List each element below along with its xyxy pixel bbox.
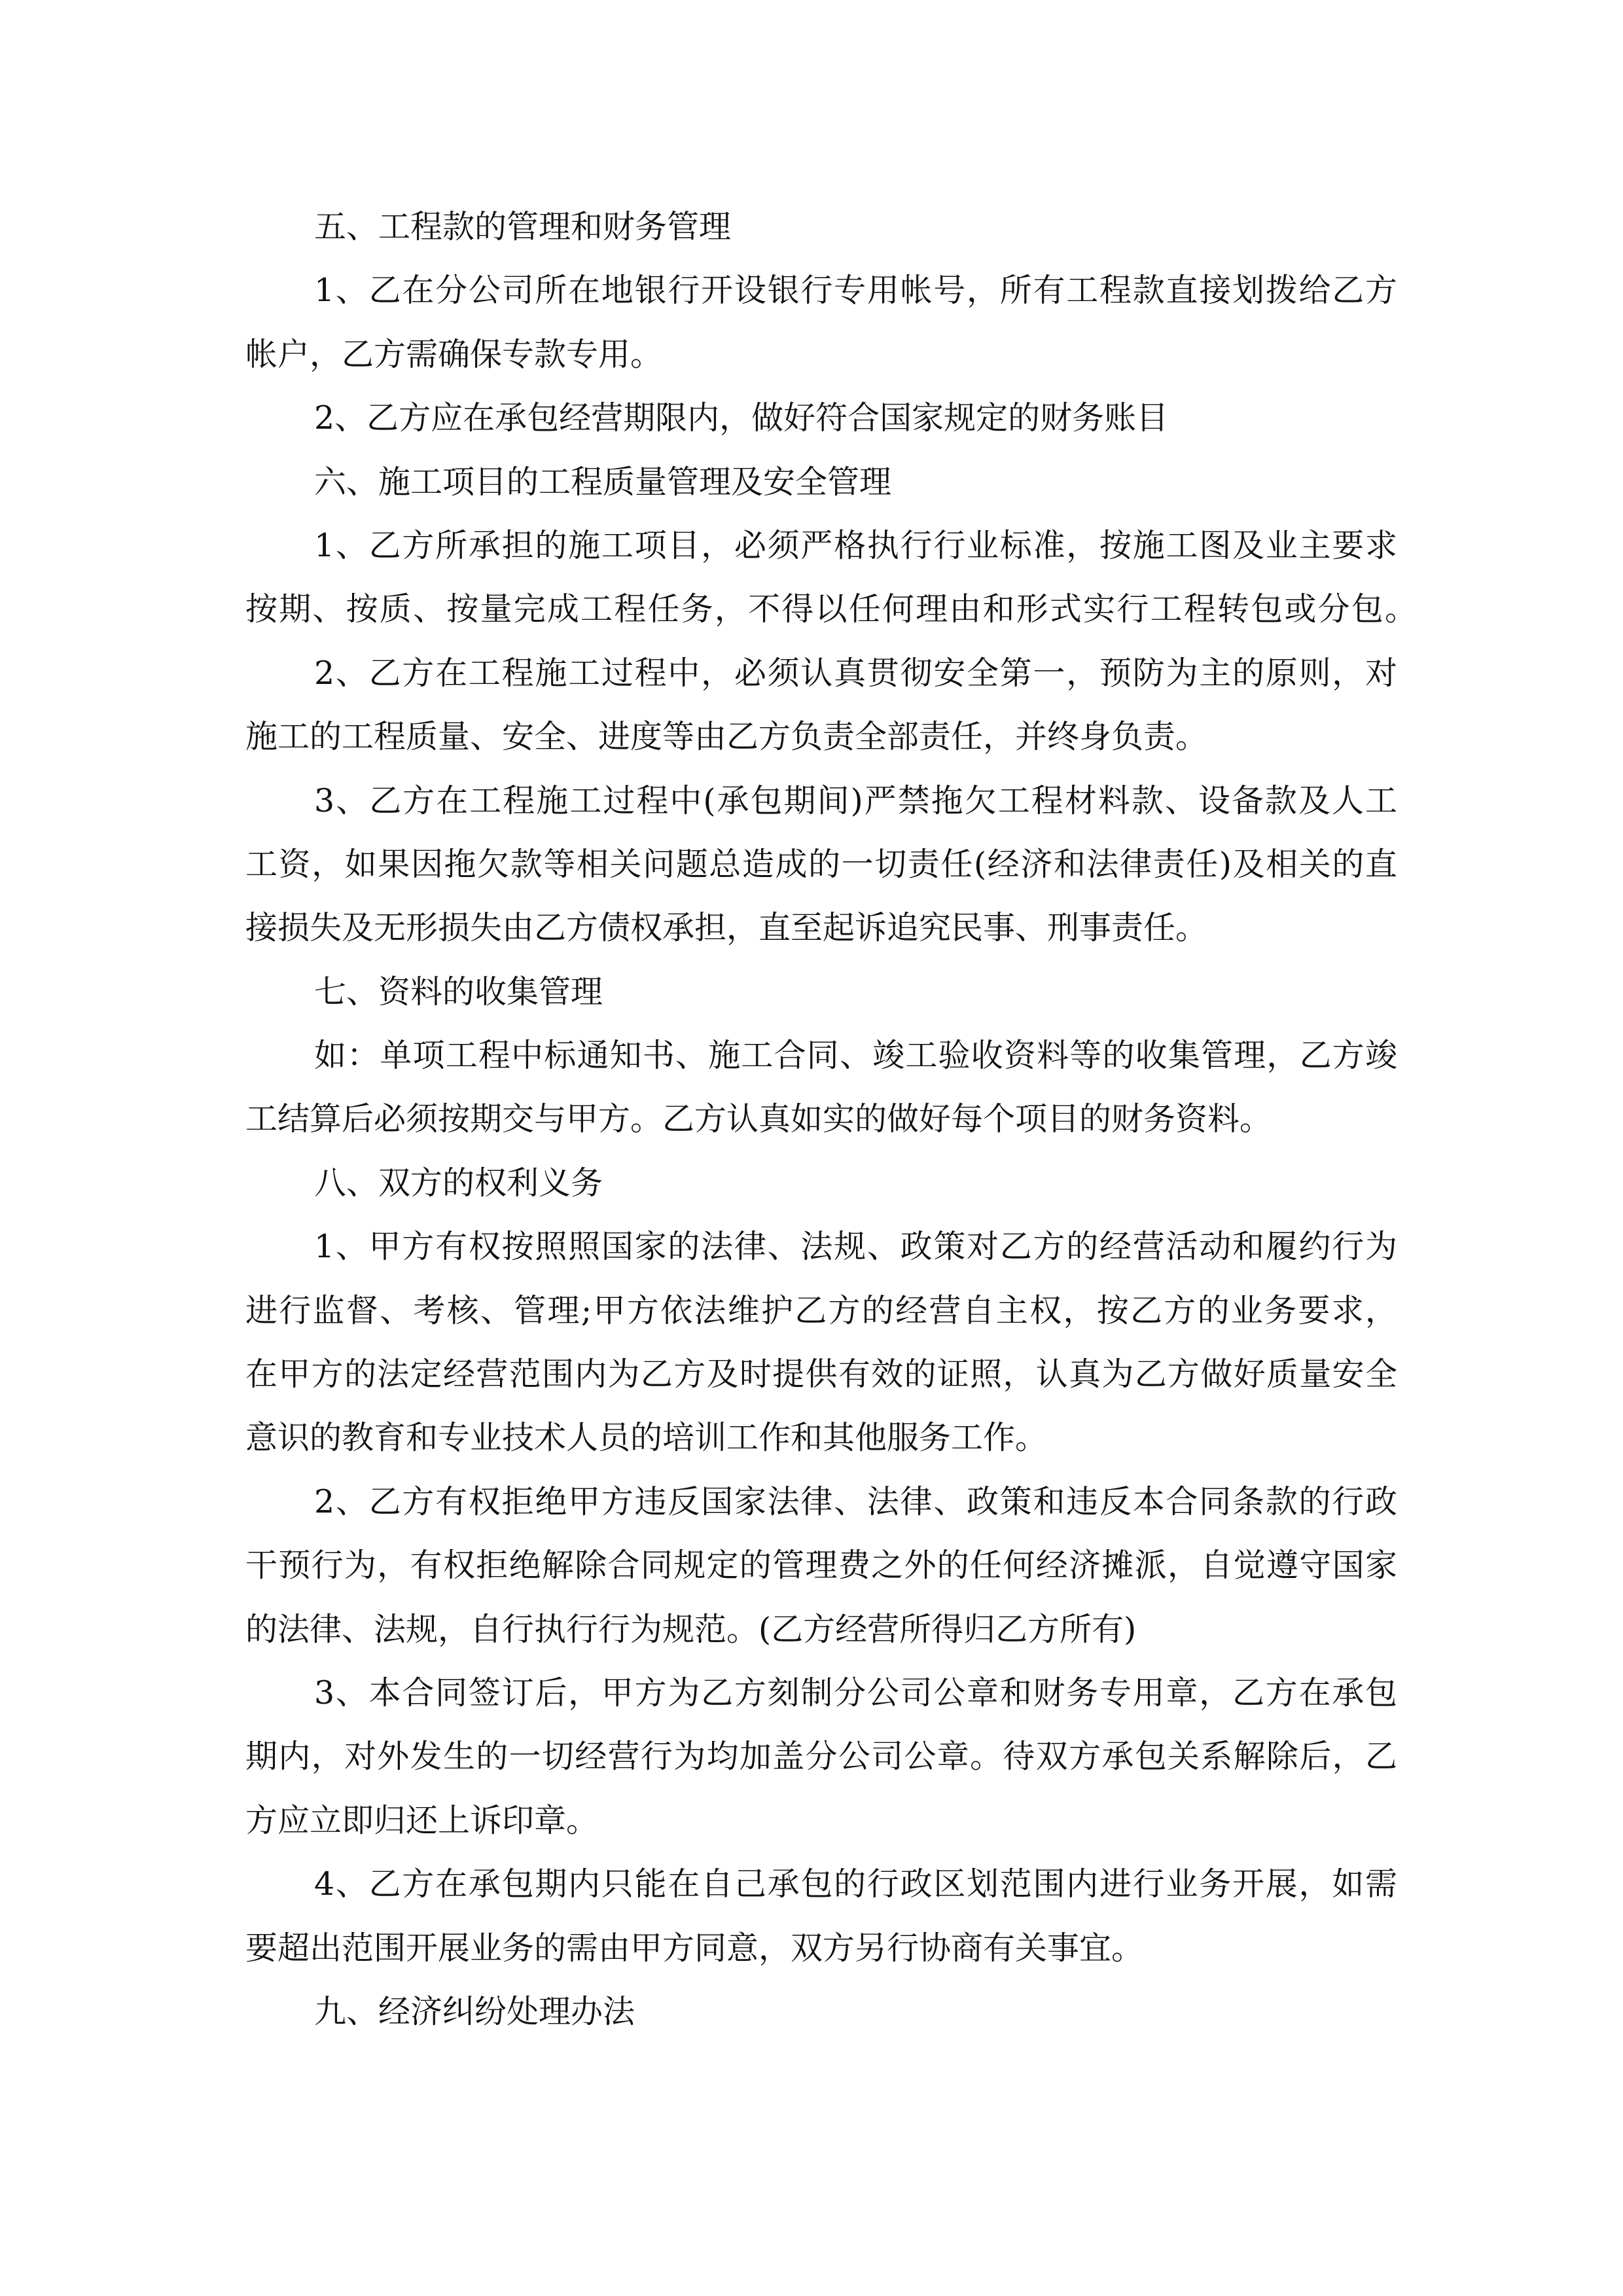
paragraph-line: 4、乙方在承包期内只能在自己承包的行政区划范围内进行业务开展，如需 <box>314 1865 1397 1903</box>
paragraph-line: 期内，对外发生的一切经营行为均加盖分公司公章。待双方承包关系解除后，乙 <box>245 1738 1397 1776</box>
paragraph-line: 在甲方的法定经营范围内为乙方及时提供有效的证照，认真为乙方做好质量安全 <box>245 1355 1397 1393</box>
paragraph-line: 2、乙方在工程施工过程中，必须认真贯彻安全第一，预防为主的原则，对 <box>314 654 1397 692</box>
paragraph-line: 如：单项工程中标通知书、施工合同、竣工验收资料等的收集管理，乙方竣 <box>314 1037 1397 1075</box>
paragraph-line: 按期、按质、按量完成工程任务，不得以任何理由和形式实行工程转包或分包。 <box>245 590 1417 628</box>
paragraph-line: 施工的工程质量、安全、进度等由乙方负责全部责任，并终身负责。 <box>245 718 1208 756</box>
section-heading: 九、经济纠纷处理办法 <box>314 1992 635 2030</box>
paragraph-line: 方应立即归还上诉印章。 <box>245 1801 599 1839</box>
section-heading: 七、资料的收集管理 <box>314 973 603 1011</box>
paragraph-line: 3、乙方在工程施工过程中(承包期间)严禁拖欠工程材料款、设备款及人工 <box>314 781 1397 819</box>
paragraph-line: 进行监督、考核、管理;甲方依法维护乙方的经营自主权，按乙方的业务要求， <box>245 1291 1397 1329</box>
paragraph-line: 工资，如果因拖欠款等相关问题总造成的一切责任(经济和法律责任)及相关的直 <box>245 845 1397 883</box>
paragraph-line: 帐户，乙方需确保专款专用。 <box>245 335 663 373</box>
section-heading: 八、双方的权利义务 <box>314 1164 603 1202</box>
paragraph-line: 的法律、法规，自行执行行为规范。(乙方经营所得归乙方所有) <box>245 1610 1137 1648</box>
paragraph-line: 要超出范围开展业务的需由甲方同意，双方另行协商有关事宜。 <box>245 1929 1144 1967</box>
paragraph-line: 1、甲方有权按照照国家的法律、法规、政策对乙方的经营活动和履约行为 <box>314 1228 1397 1266</box>
section-heading: 五、工程款的管理和财务管理 <box>314 208 732 245</box>
section-heading: 六、施工项目的工程质量管理及安全管理 <box>314 463 892 501</box>
paragraph-line: 2、乙方有权拒绝甲方违反国家法律、法律、政策和违反本合同条款的行政 <box>314 1482 1397 1520</box>
paragraph-line: 1、乙在分公司所在地银行开设银行专用帐号，所有工程款直接划拨给乙方 <box>314 272 1397 310</box>
paragraph-line: 2、乙方应在承包经营期限内，做好符合国家规定的财务账目 <box>314 399 1169 437</box>
paragraph-line: 3、本合同签订后，甲方为乙方刻制分公司公章和财务专用章，乙方在承包 <box>314 1674 1397 1712</box>
paragraph-line: 工结算后必须按期交与甲方。乙方认真如实的做好每个项目的财务资料。 <box>245 1100 1272 1138</box>
document-body <box>245 195 1417 2043</box>
paragraph-line: 干预行为，有权拒绝解除合同规定的管理费之外的任何经济摊派，自觉遵守国家 <box>245 1547 1397 1585</box>
paragraph-line: 意识的教育和专业技术人员的培训工作和其他服务工作。 <box>245 1419 1048 1457</box>
paragraph-line: 接损失及无形损失由乙方债权承担，直至起诉追究民事、刑事责任。 <box>245 909 1208 947</box>
paragraph-line: 1、乙方所承担的施工项目，必须严格执行行业标准，按施工图及业主要求 <box>314 526 1397 564</box>
